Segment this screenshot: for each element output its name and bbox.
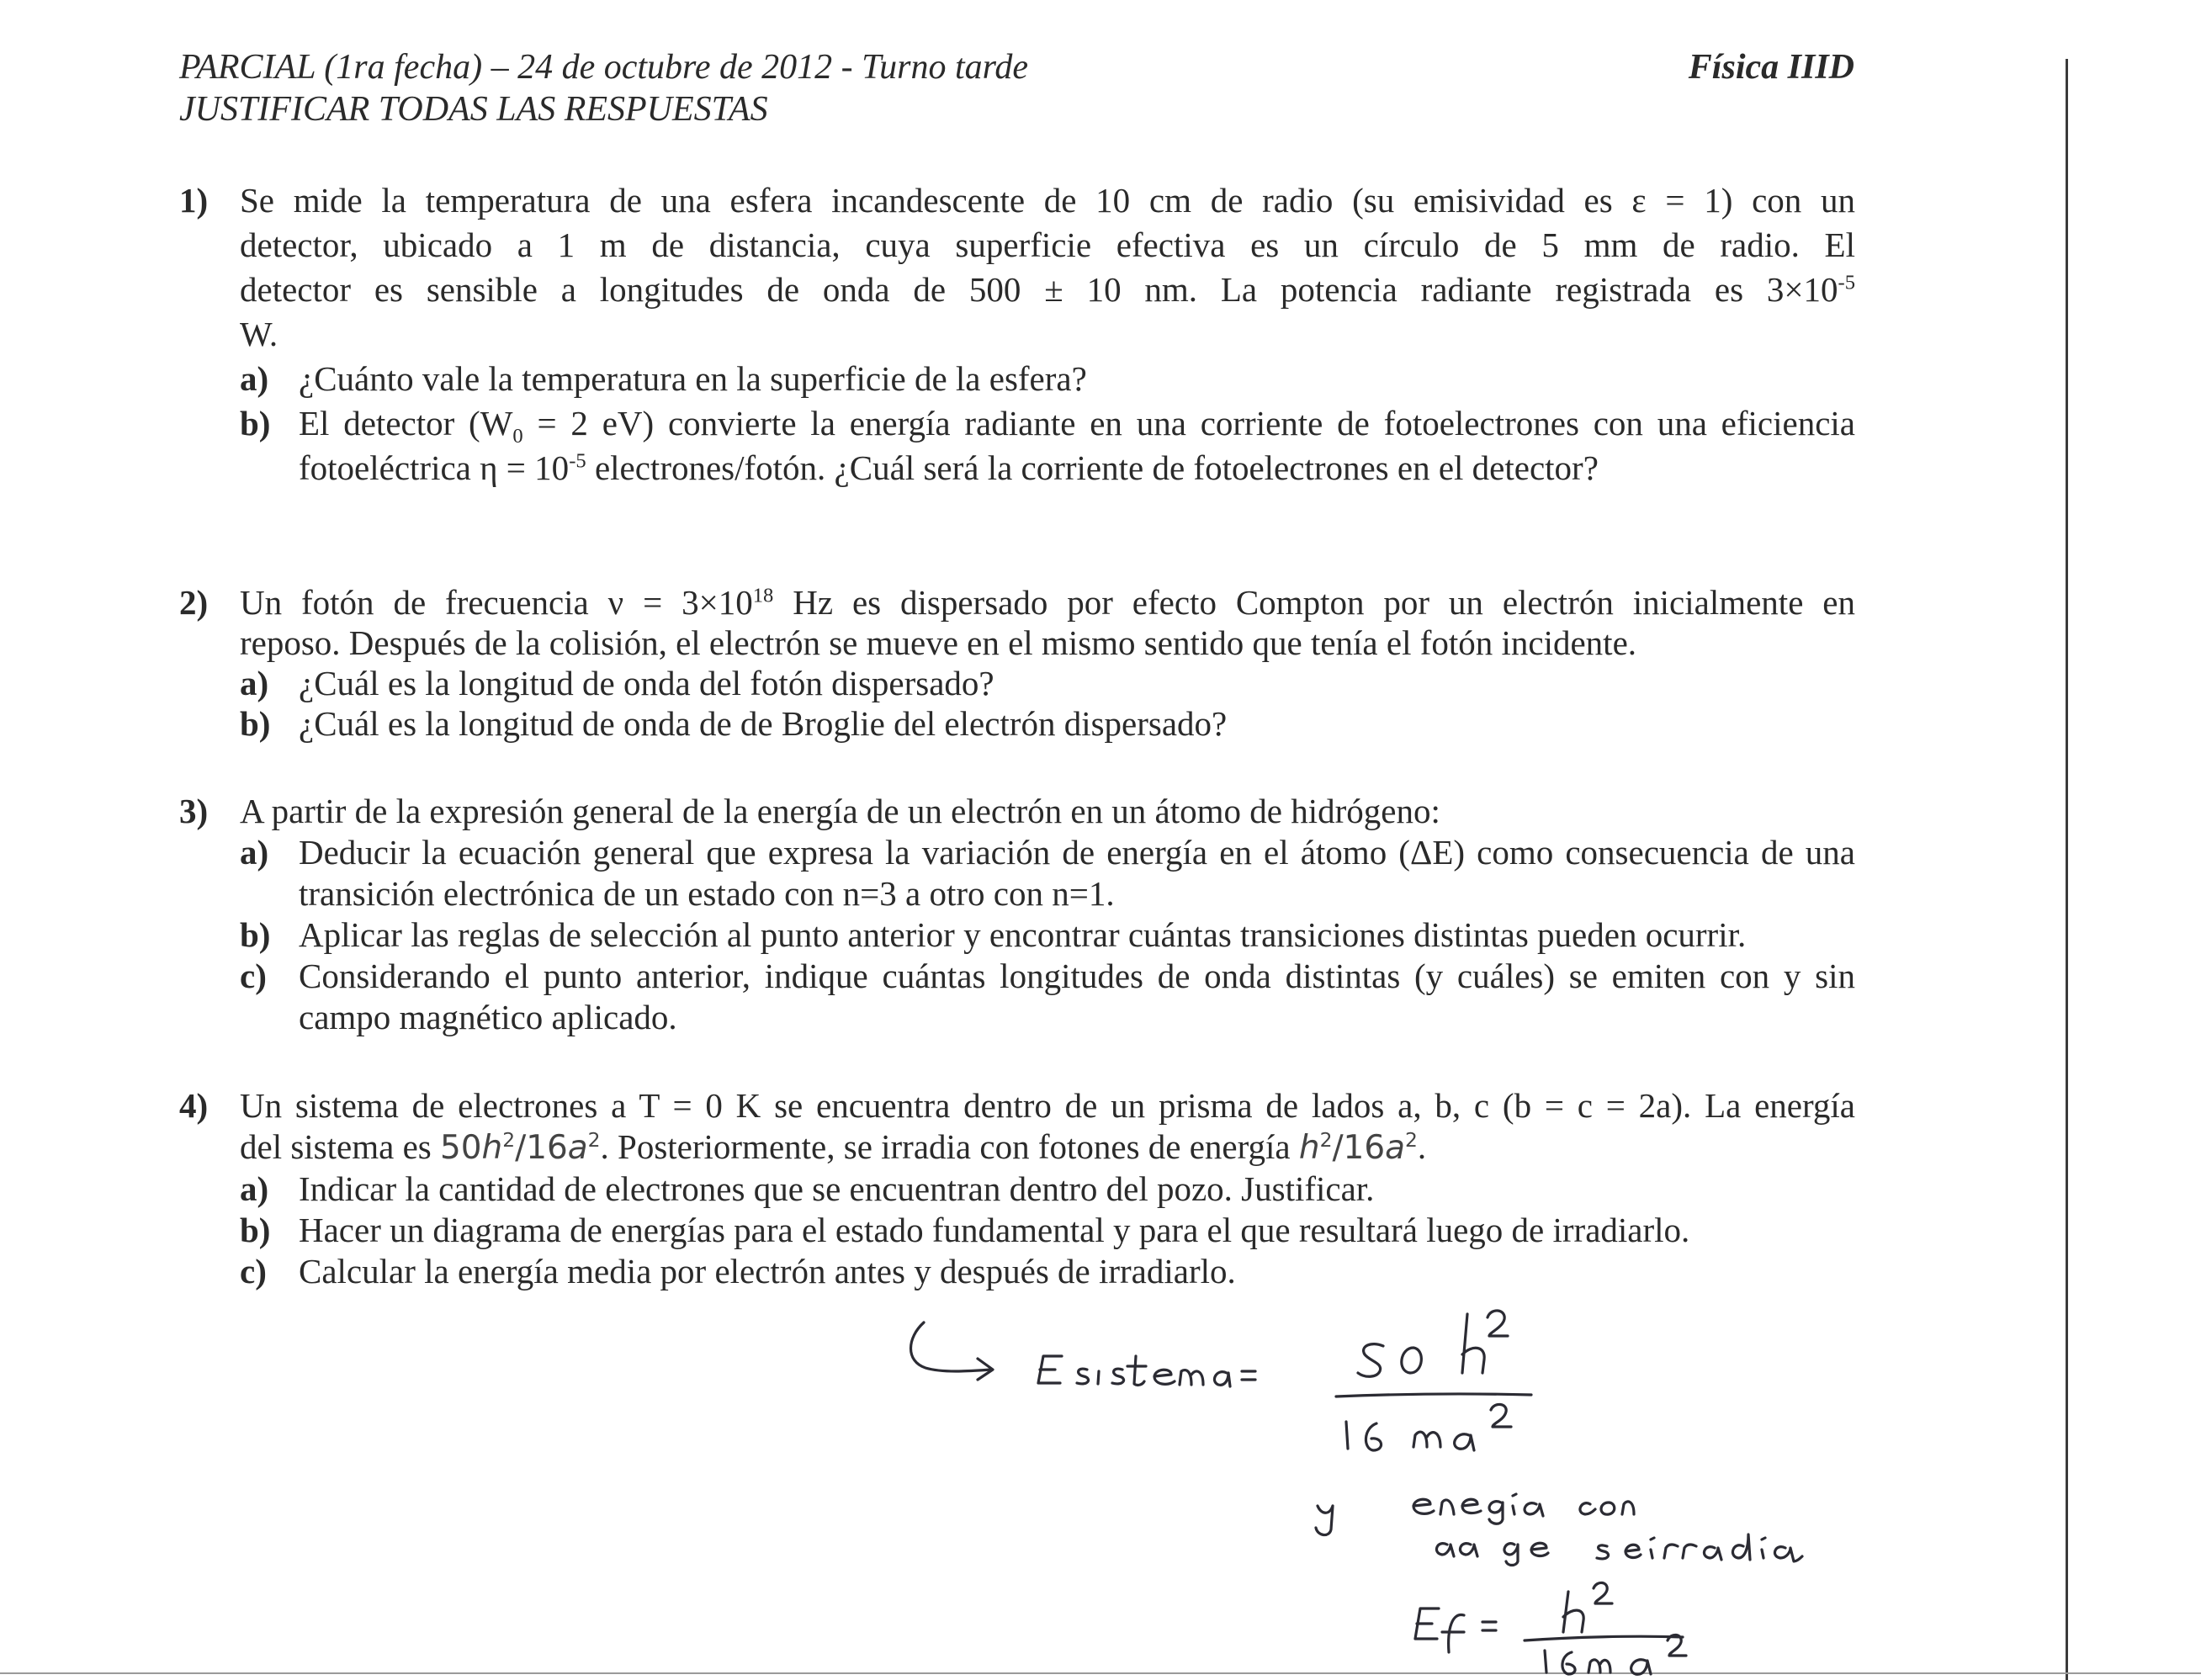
subquestion-label: b) (240, 404, 271, 443)
formula-system-energy (440, 1129, 601, 1167)
exam-instruction: JUSTIFICAR TODAS LAS RESPUESTAS (179, 90, 768, 129)
course-name: Física IIID (1688, 48, 1854, 87)
subquestion-c (240, 956, 1855, 1038)
subquestion-label: b) (240, 704, 271, 743)
exponent: 2 (502, 1128, 516, 1153)
formula-part: h (1298, 1129, 1320, 1167)
question-line: W. (240, 315, 278, 353)
question-line: detector, ubicado a 1 m de distancia, cuya superficie efectiva es un círculo de 5 mm de radio. El (240, 225, 1855, 264)
question-4 (179, 1085, 1855, 1292)
subquestion-label: a) (240, 833, 269, 872)
subquestion-text-part: electrones/fotón. ¿Cuál será la corriente de fotoelectrones en el detector? (586, 448, 1599, 487)
subquestion-text: ¿Cuál es la longitud de onda de de Broglie del electrón dispersado? (299, 704, 1228, 743)
subquestion-b (240, 914, 1855, 956)
exam-title: PARCIAL (1ra fecha) – 24 de octubre de 2012 - Turno tarde (179, 48, 1029, 87)
formula-part: 50 (439, 1129, 482, 1167)
exponent: -5 (569, 449, 586, 473)
question-3 (179, 791, 1855, 1038)
subquestion-label: a) (240, 1169, 269, 1208)
subquestion-label: b) (240, 1211, 271, 1249)
exponent: 2 (1404, 1128, 1418, 1153)
subquestion-label: a) (240, 664, 269, 702)
subquestion-a (240, 1169, 1855, 1210)
subquestion-label: a) (240, 359, 269, 398)
subquestion-a (240, 663, 1855, 703)
handwritten-note-energia (1316, 1494, 1634, 1535)
handwritten-fraction-50h2 (1336, 1311, 1531, 1396)
subquestion-b (240, 1210, 1855, 1251)
question-1 (179, 178, 1855, 490)
formula-part: /16 (515, 1129, 568, 1167)
subquestion-text-part: = 2 eV) convierte la energía radiante en una corriente de fotoelectrones con una eficiencia fotoeléctrica η = 10 (299, 404, 1855, 487)
handwritten-note-irradia (1436, 1534, 1802, 1566)
question-number: 1) (179, 181, 209, 220)
subquestion-b (240, 703, 1855, 744)
subquestion-label: c) (240, 957, 267, 995)
question-text: detector es sensible a longitudes de onda de 500 ± 10 nm. La potencia radiante registrada es 3×10 (240, 270, 1838, 309)
question-line: reposo. Después de la colisión, el electrón se mueve en el mismo sentido que tenía el fotón incidente. (240, 623, 1637, 662)
formula-part: a (567, 1129, 588, 1167)
question-text: del sistema es (240, 1127, 440, 1166)
formula-part: a (1385, 1129, 1405, 1167)
question-text: . (1417, 1127, 1427, 1166)
subquestion-text: ¿Cuál es la longitud de onda del fotón dispersado? (299, 664, 994, 702)
question-text: Hz es dispersado por efecto Compton por un electrón inicialmente en (773, 583, 1855, 622)
subquestion-text: Considerando el punto anterior, indique cuántas longitudes de onda distintas (y cuáles) se emiten con y sin campo magnético aplicado. (299, 957, 1855, 1036)
subscript: 0 (512, 425, 523, 448)
subquestion-text: Calcular la energía media por electrón antes y después de irradiarlo. (299, 1252, 1236, 1290)
scan-edge-bottom (0, 1672, 2201, 1674)
question-line (240, 268, 1855, 312)
exponent: 2 (587, 1128, 601, 1153)
exponent: -5 (1838, 271, 1855, 294)
exponent: 2 (1319, 1128, 1333, 1153)
question-line: Se mide la temperatura de una esfera incandescente de 10 cm de radio (su emisividad es ε = 1) con un (240, 181, 1855, 220)
subquestion-text: Aplicar las reglas de selección al punto anterior y encontrar cuántas transiciones distintas pueden ocurrir. (299, 915, 1747, 954)
subquestion-text: Deducir la ecuación general que expresa la variación de energía en el átomo (ΔE) como consecuencia de una transición electrónica de un estado con n=3 a otro con n=1. (299, 833, 1855, 913)
subquestion-text (299, 401, 1855, 490)
question-line (240, 582, 1855, 623)
subquestion-a (240, 832, 1855, 914)
handwritten-fraction-h2 (1525, 1582, 1683, 1640)
formula-photon-energy (1299, 1129, 1418, 1167)
question-number: 3) (179, 792, 209, 830)
subquestion-b (240, 401, 1855, 490)
question-line: A partir de la expresión general de la energía de un electrón en un átomo de hidrógeno: (240, 792, 1440, 830)
subquestion-text: ¿Cuánto vale la temperatura en la superficie de la esfera? (299, 359, 1087, 398)
arrow-icon (911, 1322, 994, 1380)
formula-part: /16 (1332, 1129, 1386, 1167)
subquestion-text: Indicar la cantidad de electrones que se encuentran dentro del pozo. Justificar. (299, 1169, 1375, 1208)
question-text: Un fotón de frecuencia ν = 3×10 (240, 583, 753, 622)
handwritten-e-sistema-label (1038, 1356, 1255, 1386)
subquestion-label: b) (240, 915, 271, 954)
question-line: Un sistema de electrones a T = 0 K se encuentra dentro de un prisma de lados a, b, c (b = c = 2a). La energía (240, 1086, 1855, 1125)
subquestion-label: c) (240, 1252, 267, 1290)
question-text: . Posteriormente, se irradia con fotones de energía (600, 1127, 1299, 1166)
question-number: 4) (179, 1086, 209, 1125)
handwritten-fraction-16ma2 (1346, 1404, 1511, 1450)
subquestion-a (240, 357, 1855, 401)
formula-part: h (481, 1129, 503, 1167)
subquestion-text-part: El detector (W (299, 404, 513, 443)
handwritten-ef-label (1415, 1608, 1496, 1652)
question-2 (179, 582, 1855, 744)
scan-edge-right (2066, 59, 2068, 1680)
question-number: 2) (179, 583, 209, 622)
handwritten-fraction-16ma2-b (1545, 1635, 1686, 1674)
exponent: 18 (752, 584, 774, 607)
exam-header (179, 46, 1028, 130)
question-line (240, 1126, 1855, 1169)
subquestion-text: Hacer un diagrama de energías para el estado fundamental y para el que resultará luego de irradiarlo. (299, 1211, 1690, 1249)
subquestion-c (240, 1251, 1855, 1292)
